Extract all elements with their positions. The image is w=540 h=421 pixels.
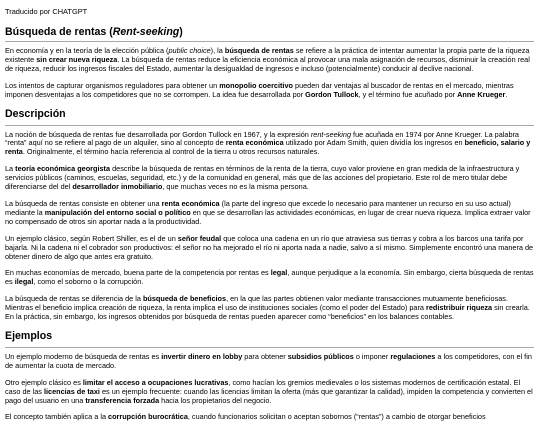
text-run: pueden dar ventajas al buscador de rentas en el mercado, mientras imponen desventajas a los competidores que no se corrompen. La idea fue desarrollada por xyxy=(5,80,514,99)
text-run: ), la xyxy=(210,46,225,55)
bold-text: monopolio coercitivo xyxy=(219,80,293,90)
text-run: hacia los propietarios del negocio. xyxy=(159,395,272,405)
text-run: La búsqueda de rentas consiste en obtener una xyxy=(5,198,162,208)
paragraph xyxy=(5,379,534,406)
text-run: Otro ejemplo clásico es xyxy=(5,377,83,387)
text-run: utilizado por Adam Smith, quien dividía los ingresos en xyxy=(283,138,465,148)
bold-text: legal xyxy=(270,268,288,278)
paragraph xyxy=(5,353,534,371)
section-heading: Descripción xyxy=(5,107,66,120)
section-divider xyxy=(5,347,534,348)
text-run: En muchas economías de mercado, buena parte de la competencia por rentas es xyxy=(5,268,271,278)
text-run: se refiere a la práctica de intentar aumentar la propia parte de la riqueza existente xyxy=(5,46,530,64)
title-after: ) xyxy=(179,26,183,38)
paragraph xyxy=(5,165,534,192)
content-sections xyxy=(5,108,534,421)
text-run: es un ejemplo frecuente: cuando las licencias limitan la oferta (más que garantizar la calidad), impiden la competencia y convierten el pago del usuario en una xyxy=(5,386,533,405)
bold-text: beneficio, salario y renta xyxy=(5,138,531,157)
bold-text: redistribuir riqueza xyxy=(426,303,493,313)
section-heading: Ejemplos xyxy=(5,329,53,342)
bold-text: Gordon Tullock xyxy=(305,89,359,99)
text-run: , que muchas veces no es la misma persona. xyxy=(162,182,309,192)
paragraph xyxy=(5,131,534,158)
italic-text: public choice xyxy=(168,46,211,55)
bold-text: limitar el acceso a ocupaciones lucrativas xyxy=(82,377,229,387)
text-run: , en la que las partes obtienen valor mediante transacciones mutuamente beneficiosas. Mientras el beneficio implica creación de riqueza, la renta implica el uso de instituciones sociales (como el poder del Estado) para xyxy=(5,294,508,313)
text-run: . xyxy=(505,89,508,99)
title-italic: Rent-seeking xyxy=(112,26,180,38)
text-run: . Originalmente, el término hacía referencia al control de la tierra u otros recursos naturales. xyxy=(22,147,320,157)
paragraph xyxy=(5,47,534,74)
bold-text: invertir dinero en lobby xyxy=(161,351,243,361)
bold-text: regulaciones xyxy=(390,351,436,361)
paragraph xyxy=(5,413,534,421)
bold-text: renta económica xyxy=(225,138,284,148)
text-run: sin crearla. En la práctica, sin embargo, los ingresos obtenidos por búsqueda de rentas pueden aparecer como “beneficios” en los balances contables. xyxy=(5,303,530,322)
text-run: La noción de búsqueda de rentas fue desarrollada por Gordon Tullock en 1967, y la expresión xyxy=(5,129,311,139)
bold-text: búsqueda de beneficios xyxy=(142,294,227,304)
bold-text: sin crear nueva riqueza xyxy=(36,54,118,64)
page-title xyxy=(5,26,534,39)
bold-text: corrupción burocrática xyxy=(108,413,188,421)
paragraph xyxy=(5,200,534,227)
text-run: , como hacían los gremios medievales o los sistemas modernos de certificación estatal. El caso de las xyxy=(5,377,521,396)
bold-text: señor feudal xyxy=(177,233,222,243)
paragraph xyxy=(5,235,534,262)
bold-text: búsqueda de rentas xyxy=(224,46,294,55)
text-run: fue acuñada en 1974 por Anne Krueger. La palabra “renta” aquí no se refiere al pago de un alquiler, sino al concepto de xyxy=(5,129,519,148)
text-run: , como el soborno o la corrupción. xyxy=(33,277,144,287)
bold-text: licencias de taxi xyxy=(43,386,100,396)
text-run: (la parte del ingreso que excede lo necesario para mantener un recurso en su uso actual) mediante la xyxy=(5,198,511,217)
text-run: describe la búsqueda de rentas en términos de la renta de la tierra, cuyo valor proviene en gran medida de la infraestructura y servicios públicos (caminos, escuelas, seguridad, etc.) y de la comunidad en general, más que de las acciones del propietario. Este rol de mero titular debe diferenciarse del del xyxy=(5,164,520,192)
bold-text: renta económica xyxy=(161,198,220,208)
title-divider xyxy=(5,41,534,42)
text-run: , aunque perjudique a la economía. Sin embargo, cierta búsqueda de rentas es xyxy=(5,268,534,287)
intro-section xyxy=(5,47,534,100)
text-run: En economía y en la teoría de la elección pública ( xyxy=(5,46,169,55)
italic-text: rent-seeking xyxy=(310,129,352,139)
bold-text: desarrollador inmobiliario xyxy=(72,182,163,192)
text-run: que coloca una cadena en un río que atraviesa sus tierras y cobra a los barcos una tarifa por bajarla. Ni la cadena ni el cobrador son productivos: el señor no ha mejorado el río ni aporta nada a nadie, salvo a sí mismo. Simplemente encontró una manera de obtener dinero de algo que antes era gratuito. xyxy=(5,233,534,261)
bold-text: subsidios públicos xyxy=(287,351,354,361)
section-divider xyxy=(5,125,534,126)
bold-text: Anne Krueger xyxy=(457,89,506,99)
text-run: Un ejemplo moderno de búsqueda de rentas es xyxy=(5,351,162,361)
text-run: Los intentos de capturar organismos reguladores para obtener un xyxy=(5,80,220,90)
translation-note: Traducido por CHATGPT xyxy=(5,7,88,16)
paragraph xyxy=(5,269,534,287)
text-run: , y el término fue acuñado por xyxy=(358,89,458,99)
text-run: . La búsqueda de rentas reduce la eficiencia económica al provocar una mala asignación de recursos, disminuir la creación real de riqueza, reducir los ingresos fiscales del Estado, aumentar la desigualdad de ingresos e incluso (potencialmente) conducir al declive nacional. xyxy=(5,54,530,73)
paragraph xyxy=(5,295,534,322)
text-run: a los competidores, con el fin de aumentar la cuota de mercado. xyxy=(5,351,532,370)
text-run: en que se desarrollan las actividades económicas, en lugar de crear nueva riqueza. Implica extraer valor no compensado de otros sin aportar nada a la productividad. xyxy=(5,207,531,226)
text-run: para obtener xyxy=(242,351,288,361)
bold-text: transferencia forzada xyxy=(85,395,160,405)
text-run: , cuando funcionarios solicitan o aceptan sobornos (“rentas”) a cambio de otorgar beneficios xyxy=(187,413,486,421)
text-run: La búsqueda de rentas se diferencia de la xyxy=(5,294,143,304)
text-run: La xyxy=(5,164,16,174)
bold-text: manipulación del entorno social o político xyxy=(44,207,191,217)
paragraph xyxy=(5,82,534,100)
text-run: o imponer xyxy=(353,351,391,361)
bold-text: ilegal xyxy=(14,277,34,287)
text-run: El concepto también aplica a la xyxy=(5,413,109,421)
bold-text: teoría económica georgista xyxy=(15,164,111,174)
text-run: Un ejemplo clásico, según Robert Shiller, es el de un xyxy=(5,233,178,243)
title-before: Búsqueda de rentas ( xyxy=(5,26,113,38)
